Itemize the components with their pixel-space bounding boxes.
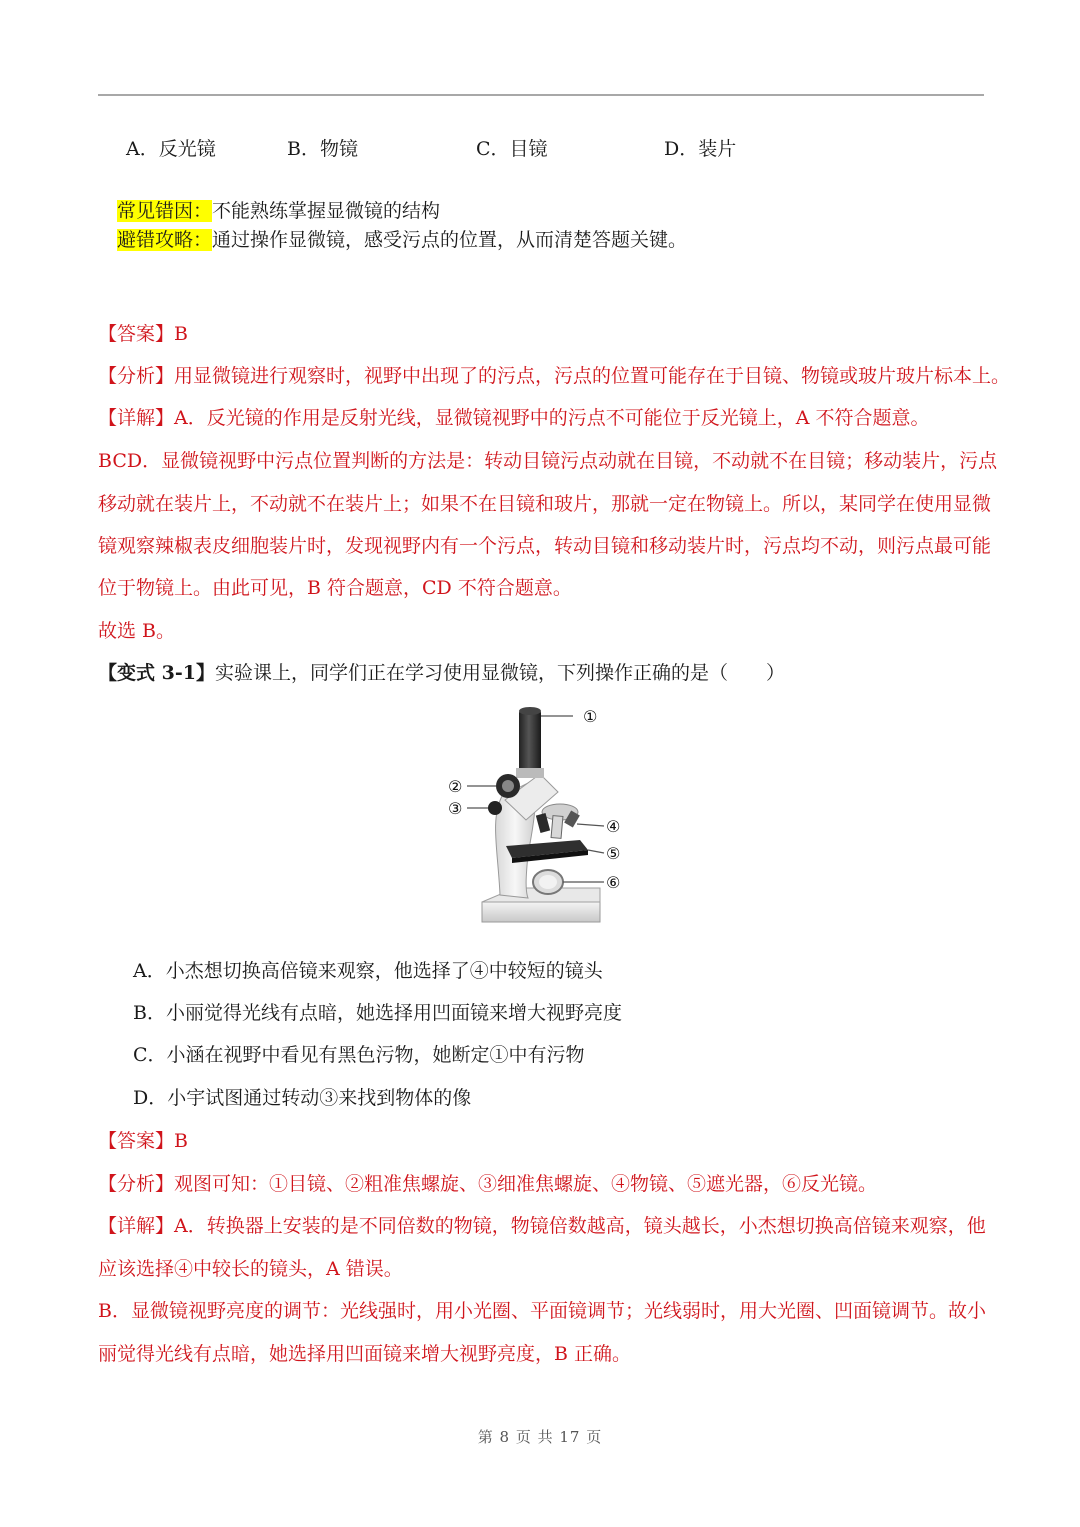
page-footer: 第 8 页 共 17 页 [477, 1428, 603, 1446]
label-2: ② [448, 777, 463, 796]
q31-option-c: C．小涵在视野中看见有黑色污物，她断定①中有污物 [133, 1044, 585, 1066]
coarse-focus-knob [496, 774, 520, 798]
label-1: ① [583, 707, 598, 726]
option-c: C．目镜 [476, 138, 548, 160]
detail-line: 故选 B。 [98, 620, 176, 642]
question-label: 【变式 3-1】 [98, 662, 215, 684]
fine-focus-knob [488, 801, 502, 815]
detail-line: 移动就在装片上，不动就不在装片上；如果不在目镜和玻片，那就一定在物镜上。所以，某同学在使用显微 [98, 493, 992, 515]
common-error [117, 197, 440, 225]
q31-answer-line [98, 1127, 188, 1155]
detail-text: A．反光镜的作用是反射光线，显微镜视野中的污点不可能位于反光镜上，A 不符合题意。 [174, 407, 930, 429]
label-6: ⑥ [606, 873, 621, 892]
avoid-error-label: 避错攻略： [117, 229, 213, 251]
header-rule [98, 94, 984, 96]
q31-option-a: A．小杰想切换高倍镜来观察，他选择了④中较短的镜头 [133, 960, 603, 982]
detail-label: 【详解】 [98, 1215, 175, 1237]
detail-line: 位于物镜上。由此可见，B 符合题意，CD 不符合题意。 [98, 577, 572, 599]
objective-lenses [536, 804, 580, 838]
label-3: ③ [448, 799, 463, 818]
q31-detail-line: 丽觉得光线有点暗，她选择用凹面镜来增大视野亮度，B 正确。 [98, 1343, 632, 1365]
q31-option-b: B．小丽觉得光线有点暗，她选择用凹面镜来增大视野亮度 [133, 1002, 622, 1024]
q31-option-d: D．小宇试图通过转动③来找到物体的像 [133, 1087, 472, 1109]
detail-line [98, 404, 930, 432]
mirror [533, 870, 563, 894]
option-a: A．反光镜 [126, 138, 216, 160]
detail-text: A．转换器上安装的是不同倍数的物镜，物镜倍数越高，镜头越长，小杰想切换高倍镜来观察，他 [174, 1215, 986, 1237]
avoid-error-text: 通过操作显微镜，感受污点的位置，从而清楚答题关键。 [212, 229, 688, 251]
common-error-label: 常见错因： [117, 200, 213, 222]
answer-label: 【答案】 [98, 323, 175, 345]
answer-label: 【答案】 [98, 1130, 175, 1152]
question-3-1 [98, 659, 785, 687]
detail-line: 镜观察辣椒表皮细胞装片时，发现视野内有一个污点，转动目镜和移动装片时，污点均不动，则污点最可能 [98, 535, 992, 557]
answer-value: B [174, 1130, 188, 1152]
analysis-line [98, 362, 1010, 390]
q31-detail-line [98, 1212, 986, 1240]
q31-analysis-line [98, 1170, 877, 1198]
eyepiece-tube [516, 707, 544, 778]
analysis-label: 【分析】 [98, 1173, 175, 1195]
analysis-text: 观图可知：①目镜、②粗准焦螺旋、③细准焦螺旋、④物镜、⑤遮光器，⑥反光镜。 [174, 1173, 878, 1195]
q31-detail-line: B．显微镜视野亮度的调节：光线强时，用小光圈、平面镜调节；光线弱时，用大光圈、凹面镜调节。故小 [98, 1300, 986, 1322]
question-text: 实验课上，同学们正在学习使用显微镜，下列操作正确的是（ ） [214, 662, 785, 684]
q31-detail-line: 应该选择④中较长的镜头，A 错误。 [98, 1258, 403, 1280]
detail-label: 【详解】 [98, 407, 175, 429]
microscope-figure [440, 700, 640, 940]
option-b: B．物镜 [287, 138, 358, 160]
detail-line: BCD．显微镜视野中污点位置判断的方法是：转动目镜污点动就在目镜，不动就不在目镜；移动装片，污点 [98, 450, 998, 472]
analysis-label: 【分析】 [98, 365, 175, 387]
answer-line [98, 320, 188, 348]
avoid-error-tip [117, 226, 687, 254]
label-5: ⑤ [606, 844, 621, 863]
answer-value: B [174, 323, 188, 345]
option-d: D．装片 [664, 138, 737, 160]
analysis-text: 用显微镜进行观察时，视野中出现了的污点，污点的位置可能存在于目镜、物镜或玻片玻片标本上。 [174, 365, 1011, 387]
label-4: ④ [606, 817, 621, 836]
common-error-text: 不能熟练掌握显微镜的结构 [212, 200, 441, 222]
